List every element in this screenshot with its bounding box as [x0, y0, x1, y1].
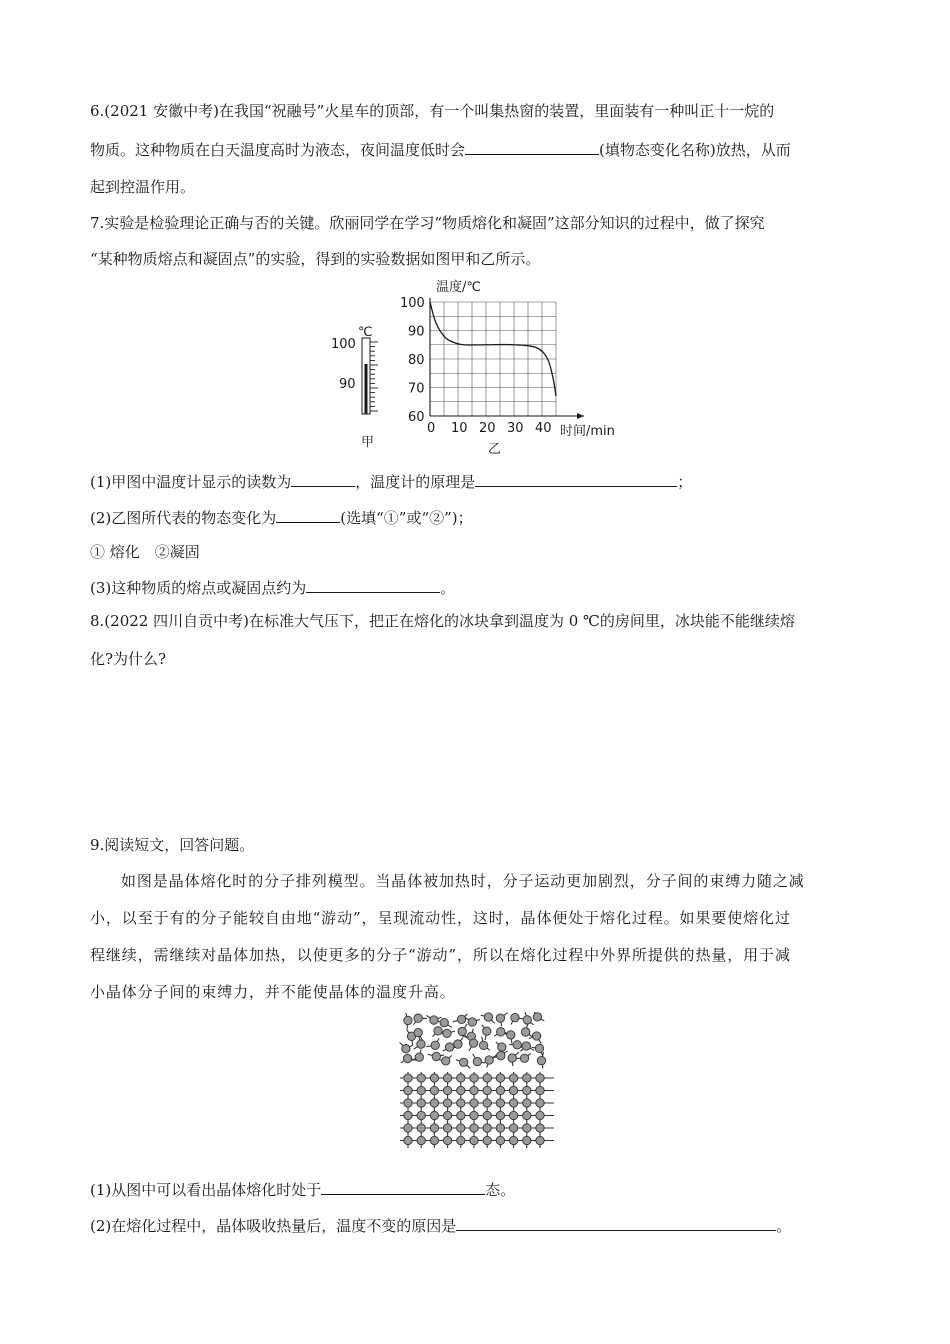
- q6-answer-blank[interactable]: [465, 138, 599, 155]
- thermometer-scale: [370, 342, 378, 411]
- free-molecule: [432, 1052, 440, 1060]
- lattice-molecule: [417, 1099, 425, 1107]
- q7-point-blank[interactable]: [306, 576, 440, 593]
- q9-reason-blank[interactable]: [456, 1214, 776, 1231]
- lattice-molecule: [430, 1124, 438, 1132]
- q6-text-b: (填物态变化名称)放热，从而: [599, 141, 791, 159]
- free-molecule: [496, 1014, 504, 1022]
- lattice-molecule: [443, 1099, 451, 1107]
- q7-sub2: [90, 506, 473, 529]
- free-molecule: [402, 1044, 410, 1052]
- q7-sub1-text-c: ；: [677, 473, 693, 491]
- q7-sub3-text-b: 。: [440, 579, 456, 597]
- lattice-molecule: [457, 1124, 465, 1132]
- q9-para-line2: 小，以至于有的分子能较自由地“游动”，呈现流动性，这时，晶体便处于熔化过程。如果要使熔化过: [90, 909, 791, 927]
- lattice-molecule: [509, 1099, 517, 1107]
- free-molecule: [523, 1016, 531, 1024]
- lattice-molecule: [404, 1124, 412, 1132]
- lattice-molecule: [496, 1136, 504, 1144]
- lattice-molecule: [457, 1136, 465, 1144]
- lattice-molecule: [457, 1099, 465, 1107]
- lattice-molecule: [523, 1111, 531, 1119]
- lattice-molecule: [443, 1124, 451, 1132]
- lattice-molecule: [523, 1099, 531, 1107]
- lattice-molecule: [430, 1136, 438, 1144]
- lattice-molecule: [483, 1099, 491, 1107]
- free-molecule: [404, 1016, 412, 1024]
- q6-line1: 6.(2021 安徽中考)在我国“祝融号”火星车的顶部，有一个叫集热窗的装置，里面装有一种叫正十一烷的: [90, 102, 775, 120]
- q9-sub1: [90, 1178, 515, 1201]
- q7-sub2-text-b: (选填“①”或“②”)；: [340, 509, 473, 527]
- lattice-molecule: [404, 1111, 412, 1119]
- lattice-molecule: [404, 1074, 412, 1082]
- free-molecule: [403, 1054, 411, 1062]
- q9-title: 9.阅读短文，回答问题。: [90, 836, 255, 854]
- free-molecule: [430, 1016, 438, 1024]
- q9-para-line3: 程继续，需继续对晶体加热，以使更多的分子“游动”，所以在熔化过程中外界所提供的热量，用于减: [90, 946, 791, 964]
- free-molecule: [415, 1053, 423, 1061]
- free-molecule: [485, 1056, 493, 1064]
- lattice-molecule: [417, 1111, 425, 1119]
- q9-sub1-text-a: (1)从图中可以看出晶体熔化时处于: [90, 1181, 322, 1199]
- lattice-molecule: [496, 1124, 504, 1132]
- fig-caption-jia: 甲: [361, 435, 375, 450]
- q8-line2: 化?为什么?: [90, 650, 167, 668]
- lattice-molecule: [496, 1086, 504, 1094]
- molecule-arrangement-figure: [398, 1012, 556, 1152]
- thermometer-liquid: [365, 364, 368, 414]
- free-molecule: [522, 1042, 530, 1050]
- thermometer-tick-100: 100: [331, 337, 356, 352]
- fig-caption-yi: 乙: [488, 442, 502, 457]
- lattice-molecule: [417, 1074, 425, 1082]
- q7-sub1-text-a: (1)甲图中温度计显示的读数为: [90, 473, 292, 491]
- lattice-molecule: [404, 1099, 412, 1107]
- lattice-molecule: [523, 1136, 531, 1144]
- chart-y-tick-label: 80: [408, 353, 425, 368]
- chart-x-tick-label: 0: [427, 421, 436, 436]
- chart-y-tick-label: 100: [400, 296, 425, 311]
- lattice-molecule: [470, 1136, 478, 1144]
- lattice-molecule: [483, 1086, 491, 1094]
- q9-sub2-text-a: (2)在熔化过程中，晶体吸收热量后，温度不变的原因是: [90, 1217, 457, 1235]
- thermometer-tick-90: 90: [339, 377, 356, 392]
- lattice-molecule: [536, 1074, 544, 1082]
- free-molecule: [414, 1014, 422, 1022]
- lattice-molecule: [509, 1136, 517, 1144]
- free-molecule: [532, 1032, 540, 1040]
- lattice-molecule: [509, 1124, 517, 1132]
- q7-sub1-text-b: ，温度计的原理是: [355, 473, 476, 491]
- free-molecule: [454, 1040, 462, 1048]
- q7-sub3-text-a: (3)这种物质的熔点或凝固点约为: [90, 579, 307, 597]
- lattice-molecule: [470, 1111, 478, 1119]
- free-molecule: [440, 1018, 448, 1026]
- lattice-molecule: [509, 1074, 517, 1082]
- free-molecule: [511, 1013, 519, 1021]
- lattice-molecule: [509, 1111, 517, 1119]
- free-molecule: [431, 1041, 439, 1049]
- q7-sub3: [90, 576, 455, 599]
- free-molecule: [508, 1054, 516, 1062]
- lattice-molecule: [443, 1086, 451, 1094]
- lattice-molecule: [457, 1086, 465, 1094]
- lattice-molecule: [523, 1124, 531, 1132]
- lattice-molecule: [430, 1074, 438, 1082]
- lattice-molecule: [496, 1074, 504, 1082]
- lattice-molecule: [430, 1099, 438, 1107]
- lattice-molecule: [536, 1099, 544, 1107]
- chart-x-tick-label: 10: [451, 421, 468, 436]
- lattice-molecule: [470, 1074, 478, 1082]
- free-molecule: [434, 1027, 442, 1035]
- lattice-molecule: [470, 1099, 478, 1107]
- lattice-molecule: [470, 1124, 478, 1132]
- free-molecule: [457, 1015, 465, 1023]
- lattice-molecule: [443, 1136, 451, 1144]
- lattice-molecule: [430, 1086, 438, 1094]
- lattice-molecule: [443, 1074, 451, 1082]
- q6-line3: 起到控温作用。: [90, 178, 196, 196]
- free-molecule: [537, 1056, 545, 1064]
- lattice-molecule: [417, 1136, 425, 1144]
- q9-para-line4: 小晶体分子间的束缚力，并不能使晶体的温度升高。: [90, 983, 456, 1001]
- lattice-molecule: [536, 1136, 544, 1144]
- lattice-molecule: [496, 1111, 504, 1119]
- q7-sub1: [90, 470, 692, 493]
- free-molecule: [417, 1040, 425, 1048]
- lattice-molecule: [483, 1136, 491, 1144]
- chart-tick-labels: [400, 296, 552, 436]
- free-molecule: [507, 1031, 515, 1039]
- chart-x-tick-label: 30: [507, 421, 524, 436]
- lattice-molecule: [443, 1111, 451, 1119]
- q9-sub2: [90, 1214, 791, 1237]
- lattice-molecule: [457, 1111, 465, 1119]
- free-molecule: [468, 1018, 476, 1026]
- free-molecule: [445, 1043, 453, 1051]
- temperature-time-chart: [398, 278, 628, 460]
- free-molecule: [497, 1028, 505, 1036]
- lattice-molecule: [509, 1086, 517, 1094]
- free-molecule: [459, 1058, 467, 1066]
- chart-x-tick-label: 20: [479, 421, 496, 436]
- free-molecule: [443, 1029, 451, 1037]
- q9-state-blank[interactable]: [321, 1178, 485, 1195]
- lattice-molecule: [483, 1124, 491, 1132]
- lattice-molecule: [417, 1086, 425, 1094]
- free-molecule: [479, 1041, 487, 1049]
- free-molecule: [414, 1028, 422, 1036]
- q9-sub2-text-b: 。: [776, 1217, 792, 1235]
- chart-x-tick-label: 40: [535, 421, 552, 436]
- free-molecule: [442, 1057, 450, 1065]
- lattice-molecule: [470, 1086, 478, 1094]
- chart-y-tick-label: 60: [408, 410, 425, 425]
- lattice-molecule: [483, 1074, 491, 1082]
- lattice-molecule: [523, 1086, 531, 1094]
- q9-para-line1: 如图是晶体熔化时的分子排列模型。当晶体被加热时，分子运动更加剧烈，分子间的束缚力随之减: [121, 872, 805, 890]
- free-molecule: [520, 1054, 528, 1062]
- thermometer-unit: ℃: [358, 325, 373, 340]
- q8-line1: 8.(2022 四川自贡中考)在标准大气压下，把正在熔化的冰块拿到温度为 0 ℃的房间里，冰块能不能继续熔: [90, 612, 795, 630]
- free-molecule: [469, 1039, 477, 1047]
- free-molecule: [513, 1041, 521, 1049]
- lattice-molecule: [536, 1086, 544, 1094]
- lattice-molecule: [536, 1124, 544, 1132]
- chart-y-tick-label: 70: [408, 381, 425, 397]
- lattice-molecule: [536, 1111, 544, 1119]
- q7-line1: 7.实验是检验理论正确与否的关键。欣丽同学在学习“物质熔化和凝固”这部分知识的过程中，做了探究: [90, 214, 765, 232]
- chart-xlabel: 时间/min: [560, 424, 615, 439]
- q7-line2: “某种物质熔点和凝固点”的实验，得到的实验数据如图甲和乙所示。: [90, 250, 541, 268]
- free-molecule: [533, 1013, 541, 1021]
- lattice-molecule: [404, 1086, 412, 1094]
- lattice-molecule: [483, 1111, 491, 1119]
- chart-y-tick-label: 90: [408, 324, 425, 340]
- chart-x-arrow: [577, 413, 584, 419]
- lattice-molecule: [523, 1074, 531, 1082]
- free-molecule: [484, 1013, 492, 1021]
- free-molecule: [497, 1051, 505, 1059]
- free-molecule: [458, 1027, 466, 1035]
- free-molecule: [535, 1044, 543, 1052]
- lattice-molecule: [417, 1124, 425, 1132]
- q6-text-a: 物质。这种物质在白天温度高时为液态，夜间温度低时会: [90, 141, 466, 159]
- chart-grid: [430, 302, 556, 416]
- q7-reading-blank[interactable]: [291, 470, 355, 487]
- chart-ylabel: 温度/℃: [436, 280, 481, 295]
- q7-sub2-text-a: (2)乙图所代表的物态变化为: [90, 509, 277, 527]
- free-molecule: [483, 1027, 491, 1035]
- free-molecule: [498, 1043, 506, 1051]
- q7-change-blank[interactable]: [276, 506, 340, 523]
- q6-line2: [90, 138, 791, 161]
- free-molecule: [521, 1028, 529, 1036]
- free-molecule: [473, 1057, 481, 1065]
- lattice-molecule: [430, 1111, 438, 1119]
- lattice-molecule: [496, 1099, 504, 1107]
- q7-options: ① 熔化 ②凝固: [90, 543, 200, 561]
- lattice-molecule: [457, 1074, 465, 1082]
- q9-sub1-text-b: 态。: [485, 1181, 516, 1199]
- lattice-molecule: [404, 1136, 412, 1144]
- q7-principle-blank[interactable]: [475, 470, 677, 487]
- thermometer-figure: [325, 318, 395, 458]
